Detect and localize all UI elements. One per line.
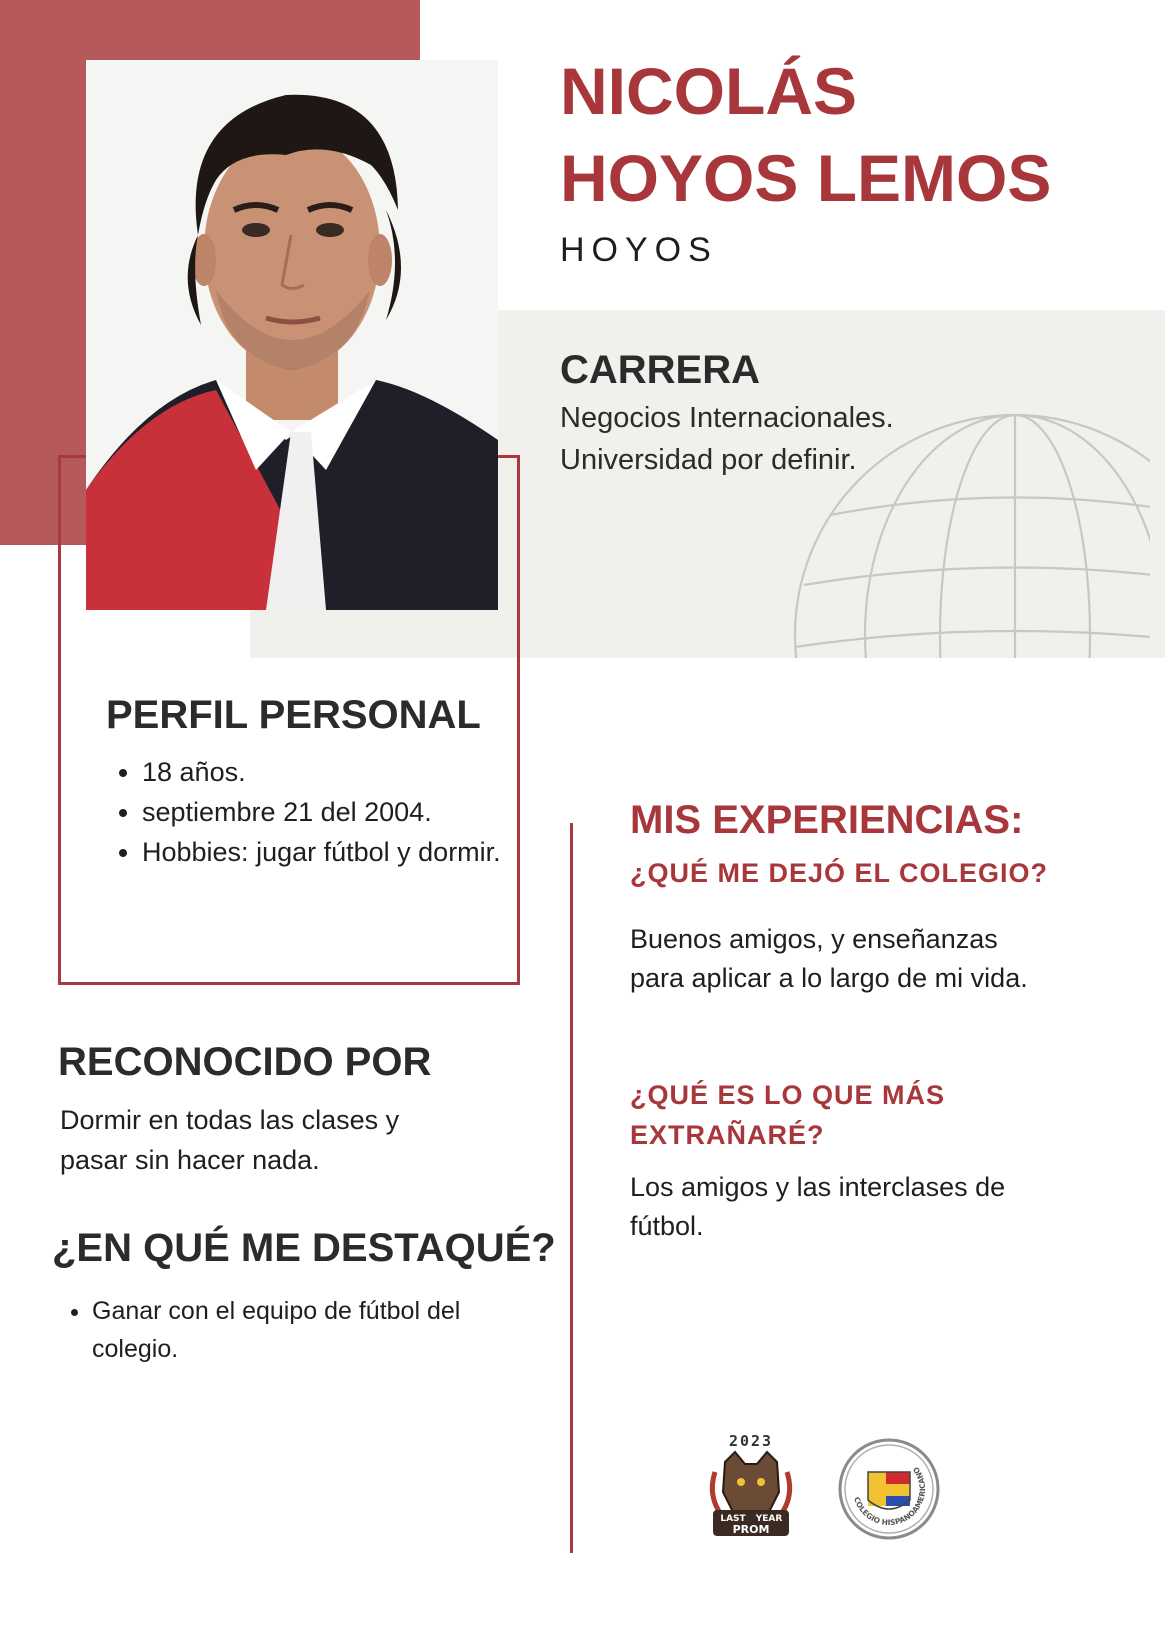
student-first-name: NICOLÁS xyxy=(560,54,857,128)
vertical-divider xyxy=(570,823,573,1553)
list-item: • Ganar con el equipo de fútbol del colegio. xyxy=(92,1292,512,1368)
career-program: Negocios Internacionales. xyxy=(560,402,894,434)
career-university: Universidad por definir. xyxy=(560,444,857,476)
prom-logo-text-last: LAST xyxy=(720,1514,746,1524)
student-last-names: HOYOS LEMOS xyxy=(560,141,1052,215)
prom-logo-year: 2023 xyxy=(728,1432,774,1450)
colegio-hispanoamericano-logo xyxy=(838,1438,940,1540)
list-item: • Hobbies: jugar fútbol y dormir. xyxy=(142,832,512,872)
student-nickname: HOYOS xyxy=(560,231,718,269)
highlights-heading: ¿EN QUÉ ME DESTAQUÉ? xyxy=(52,1226,556,1270)
list-item: • 18 años. xyxy=(142,752,512,792)
prom-logo-text-year: YEAR xyxy=(755,1514,783,1524)
personal-profile-list xyxy=(110,752,512,872)
career-heading: CARRERA xyxy=(560,348,760,392)
known-for-text: Dormir en todas las clases y pasar sin hacer nada. xyxy=(60,1105,400,1175)
highlights-list xyxy=(62,1292,512,1368)
personal-profile-heading: PERFIL PERSONAL xyxy=(106,693,481,737)
experiences-heading: MIS EXPERIENCIAS: xyxy=(630,798,1024,842)
prom-logo-text-prom: PROM xyxy=(732,1523,770,1536)
answer-school-left: Buenos amigos, y enseñanzas para aplicar a lo largo de mi vida. xyxy=(630,924,1028,993)
student-portrait-illustration xyxy=(86,60,498,610)
answer-will-miss: Los amigos y las interclases de fútbol. xyxy=(630,1172,1006,1241)
last-year-prom-logo xyxy=(705,1432,797,1542)
question-school-left: ¿QUÉ ME DEJÓ EL COLEGIO? xyxy=(630,858,1049,888)
question-will-miss: ¿QUÉ ES LO QUE MÁS EXTRAÑARÉ? xyxy=(630,1080,946,1150)
known-for-heading: RECONOCIDO POR xyxy=(58,1040,432,1084)
colegio-logo-ring-text: COLEGIO HISPANOAMERICANO xyxy=(852,1465,928,1528)
list-item: • septiembre 21 del 2004. xyxy=(142,792,512,832)
student-photo xyxy=(86,60,498,610)
